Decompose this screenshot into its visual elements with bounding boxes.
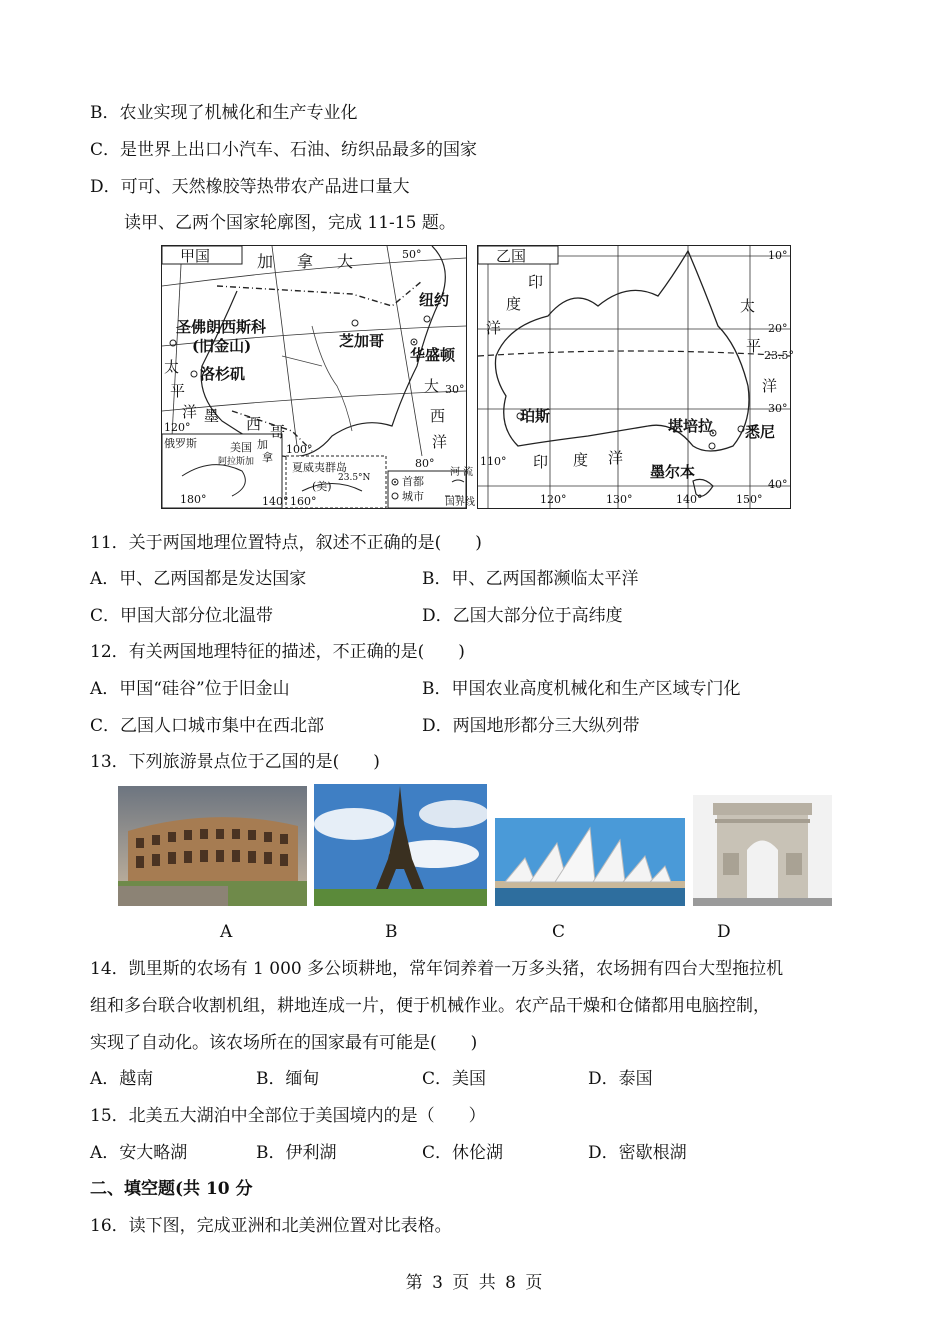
q14-line-1: 14．凯里斯的农场有 1 000 多公顷耕地，常年饲养着一万多头猪，农场拥有四台大型拖拉机 — [90, 959, 784, 979]
caption-c: C — [552, 922, 566, 942]
lon-label: 130° — [606, 493, 633, 506]
lat-label: 30° — [445, 383, 465, 396]
q16-stem: 16．读下图，完成亚洲和北美洲位置对比表格。 — [90, 1216, 452, 1236]
map-label-city: 珀斯 — [520, 407, 551, 425]
q10-option-b: B．农业实现了机械化和生产专业化 — [90, 103, 358, 123]
caption-a: A — [220, 922, 233, 942]
q10-option-c: C．是世界上出口小汽车、石油、纺织品最多的国家 — [90, 140, 478, 160]
lon-label: 100° — [286, 443, 313, 456]
section-heading: 二、填空题(共 10 分 — [90, 1179, 253, 1199]
map-label: 大 — [424, 377, 440, 395]
q11-stem: 11．关于两国地理位置特点，叙述不正确的是( ) — [90, 533, 482, 553]
inset-label: 阿拉斯加 — [218, 457, 255, 467]
lon-label: 120° — [540, 493, 567, 506]
lat-label: 50° — [402, 248, 422, 261]
q15-option-d: D．密歇根湖 — [588, 1143, 687, 1163]
map-label-city: (旧金山) — [192, 337, 252, 355]
lat-label: 40° — [768, 478, 788, 491]
q12-option-a: A．甲国“硅谷”位于旧金山 — [90, 679, 290, 699]
q15-option-c: C．休伦湖 — [422, 1143, 504, 1163]
map-jia — [161, 245, 475, 509]
map-label: 墨 — [204, 407, 220, 425]
inset-label: 美国 — [230, 441, 252, 454]
caption-d: D — [717, 922, 731, 942]
photo-sydney-opera-house — [495, 818, 685, 906]
lon-label: 110° — [480, 455, 507, 468]
map-label: 印 — [533, 453, 549, 471]
legend-capital: 首都 — [402, 475, 424, 488]
map-label: 度 — [506, 295, 522, 313]
lat-label: 20° — [768, 322, 788, 335]
q12-option-b: B．甲国农业高度机械化和生产区域专门化 — [422, 679, 741, 699]
map-label: 度 — [573, 451, 589, 469]
map-label-city: 堪培拉 — [668, 417, 714, 435]
colosseum-drawing — [118, 786, 307, 906]
arc-drawing — [693, 795, 832, 906]
map-label: 印 — [528, 273, 544, 291]
map-label: 西 — [430, 407, 446, 425]
eiffel-drawing — [314, 784, 487, 906]
lat-label: 10° — [768, 249, 788, 262]
q14-option-b: B．缅甸 — [256, 1069, 320, 1089]
map-label-city: 墨尔本 — [650, 463, 696, 481]
photo-eiffel-tower — [314, 784, 487, 906]
q11-option-a: A．甲、乙两国都是发达国家 — [90, 569, 307, 589]
map-label: 洋 — [486, 319, 502, 337]
map-label: 洋 — [762, 377, 778, 395]
lon-label: 150° — [736, 493, 763, 506]
lon-label: 160° — [290, 495, 317, 508]
q11-option-c: C．甲国大部分位北温带 — [90, 606, 274, 626]
map-label-city: 悉尼 — [745, 423, 776, 441]
page-footer: 第 3 页 共 8 页 — [405, 1273, 545, 1293]
inset-label: 拿 — [262, 451, 273, 464]
map-yi-lines — [478, 246, 790, 508]
q13-stem: 13．下列旅游景点位于乙国的是( ) — [90, 752, 380, 772]
lat-label: 23.5° — [764, 349, 794, 362]
photo-colosseum — [118, 786, 307, 906]
map-label: 洋 — [432, 433, 448, 451]
map-label: 洋 — [182, 403, 198, 421]
map-label: 洋 — [608, 449, 624, 467]
map-label-city: 华盛顿 — [410, 346, 456, 364]
q11-option-d: D．乙国大部分位于高纬度 — [422, 606, 623, 626]
legend-border: 国界线 — [445, 497, 475, 508]
caption-b: B — [385, 922, 398, 942]
q14-option-a: A．越南 — [90, 1069, 154, 1089]
opera-drawing — [495, 818, 685, 906]
map-label-city: 纽约 — [419, 291, 450, 309]
q12-stem: 12．有关两国地理特征的描述，不正确的是( ) — [90, 642, 465, 662]
inset-label: (美) — [312, 480, 332, 493]
map-intro: 读甲、乙两个国家轮廓图，完成 11-15 题。 — [124, 213, 456, 233]
map-label: 大 — [337, 252, 354, 271]
lon-label: 120° — [164, 421, 191, 434]
inset-label: 加 — [257, 438, 268, 451]
q10-option-d: D．可可、天然橡胶等热带农产品进口量大 — [90, 177, 410, 197]
inset-label: 夏威夷群岛 — [292, 461, 347, 474]
map-label: 加 — [257, 252, 274, 271]
lon-label: 180° — [180, 493, 207, 506]
map-label-city: 圣佛朗西斯科 — [176, 318, 267, 336]
map-yi-title: 乙国 — [496, 247, 527, 265]
map-label-city: 洛杉矶 — [200, 365, 246, 383]
map-label-city: 芝加哥 — [339, 332, 385, 350]
legend-river: 河 流 — [450, 467, 474, 478]
lon-label: 140° — [676, 493, 703, 506]
q14-line-2: 组和多台联合收割机组，耕地连成一片，便于机械作业。农产品干燥和仓储都用电脑控制， — [90, 996, 770, 1016]
map-jia-title: 甲国 — [180, 247, 211, 265]
photo-arc-de-triomphe — [693, 795, 832, 906]
map-label: 平 — [170, 382, 186, 400]
map-label: 平 — [746, 337, 762, 355]
q14-line-3: 实现了自动化。该农场所在的国家最有可能是( ) — [90, 1033, 478, 1053]
map-label: 哥 — [270, 423, 286, 441]
inset-label: 俄罗斯 — [164, 437, 197, 450]
q12-option-c: C．乙国人口城市集中在西北部 — [90, 716, 325, 736]
map-label: 太 — [164, 358, 180, 376]
lon-label: 140° — [262, 495, 289, 508]
q14-option-d: D．泰国 — [588, 1069, 653, 1089]
q15-option-b: B．伊利湖 — [256, 1143, 337, 1163]
q15-option-a: A．安大略湖 — [90, 1143, 188, 1163]
map-label: 西 — [246, 415, 262, 433]
map-label: 太 — [740, 297, 756, 315]
q14-option-c: C．美国 — [422, 1069, 487, 1089]
legend-city: 城市 — [402, 490, 424, 503]
lon-label: 80° — [415, 457, 435, 470]
q12-option-d: D．两国地形都分三大纵列带 — [422, 716, 640, 736]
lat-label: 30° — [768, 402, 788, 415]
map-label: 拿 — [297, 252, 314, 271]
lat-label: 23.5°N — [338, 473, 371, 483]
q11-option-b: B．甲、乙两国都濒临太平洋 — [422, 569, 639, 589]
map-yi — [477, 245, 794, 509]
q15-stem: 15．北美五大湖泊中全部位于美国境内的是（ ） — [90, 1106, 486, 1126]
